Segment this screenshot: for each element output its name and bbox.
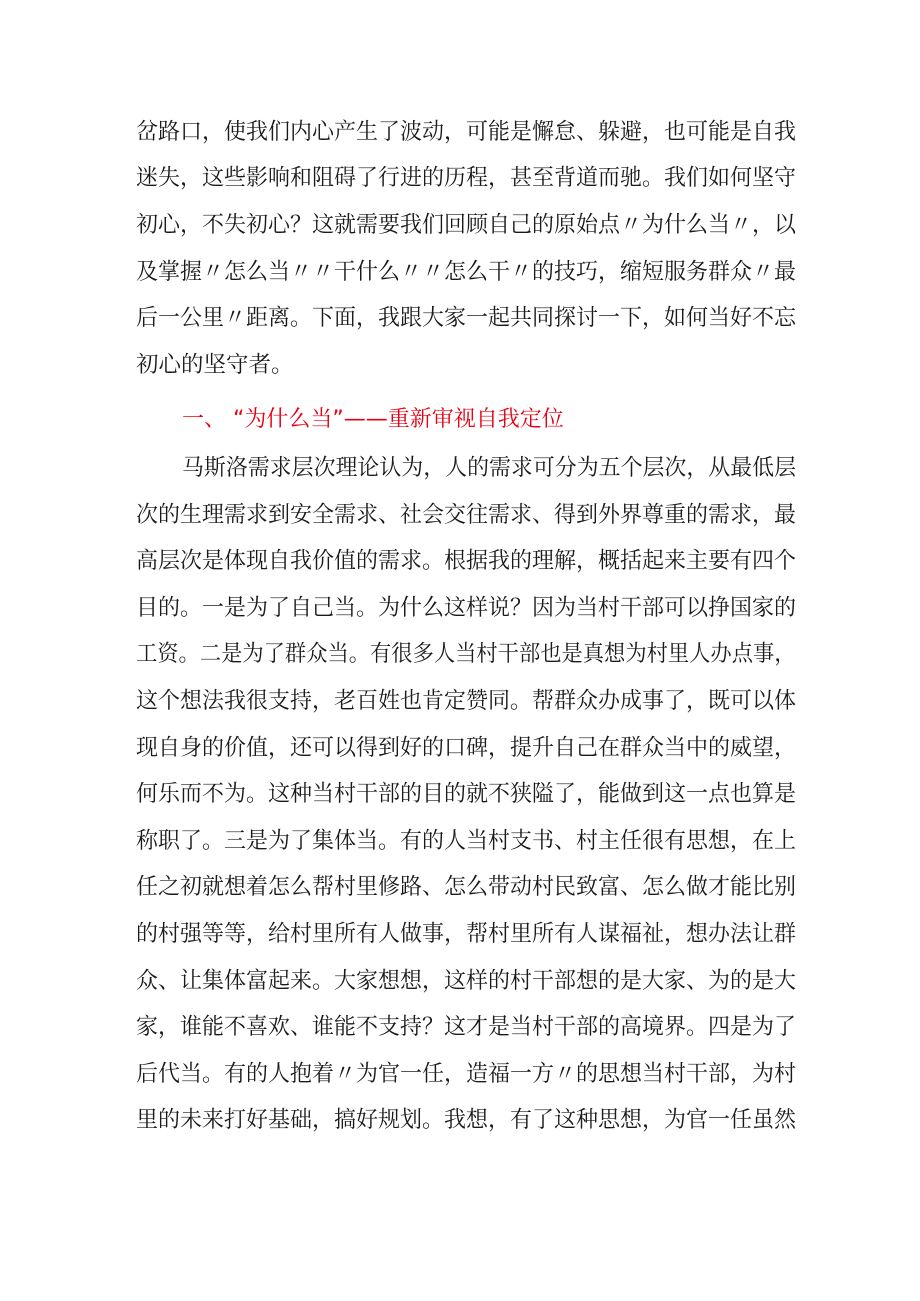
paragraph-line: 及掌握〃怎么当〃〃干什么〃〃怎么干〃的技巧，缩短服务群众〃最 xyxy=(136,259,797,285)
paragraph-line: 马斯洛需求层次理论认为，人的需求可分为五个层次，从最低层 xyxy=(182,455,797,481)
paragraph-line: 高层次是体现自我价值的需求。根据我的理解，概括起来主要有四个 xyxy=(136,548,797,574)
paragraph-line: 称职了。三是为了集体当。有的人当村支书、村主任很有思想，在上 xyxy=(136,828,797,854)
paragraph-line: 的村强等等，给村里所有人做事，帮村里所有人谋福祉，想办法让群 xyxy=(136,921,797,947)
paragraph-line: 这个想法我很支持，老百姓也肯定赞同。帮群众办成事了，既可以体 xyxy=(136,688,797,714)
paragraph-line: 工资。二是为了群众当。有很多人当村干部也是真想为村里人办点事， xyxy=(136,641,796,667)
paragraph-line: 目的。一是为了自己当。为什么这样说？因为当村干部可以挣国家的 xyxy=(136,595,797,621)
paragraph-line: 任之初就想着怎么帮村里修路、怎么带动村民致富、怎么做才能比别 xyxy=(136,874,797,900)
paragraph-line: 后一公里〃距离。下面，我跟大家一起共同探讨一下，如何当好不忘 xyxy=(136,305,797,331)
section-heading: 一、 “为什么当”——重新审视自我定位 xyxy=(182,407,564,432)
paragraph-line: 岔路口，使我们内心产生了波动，可能是懈怠、躲避，也可能是自我 xyxy=(136,119,797,145)
paragraph-line: 里的未来打好基础，搞好规划。我想，有了这种思想，为官一任虽然 xyxy=(136,1107,797,1133)
paragraph-line: 家，谁能不喜欢、谁能不支持？这才是当村干部的高境界。四是为了 xyxy=(136,1014,797,1040)
paragraph-line: 何乐而不为。这种当村干部的目的就不狭隘了，能做到这一点也算是 xyxy=(136,781,797,807)
paragraph-line: 迷失，这些影响和阻碍了行进的历程，甚至背道而驰。我们如何坚守 xyxy=(136,165,797,191)
paragraph-line: 初心，不失初心？这就需要我们回顾自己的原始点〃为什么当〃，以 xyxy=(136,212,797,238)
paragraph-line: 现自身的价值，还可以得到好的口碑，提升自己在群众当中的威望， xyxy=(136,735,797,761)
paragraph-line: 后代当。有的人抱着〃为官一任，造福一方〃的思想当村干部，为村 xyxy=(136,1061,797,1087)
paragraph-line: 众、让集体富起来。大家想想，这样的村干部想的是大家、为的是大 xyxy=(136,968,797,994)
paragraph-line: 初心的坚守者。 xyxy=(136,352,294,378)
paragraph-line: 次的生理需求到安全需求、社会交往需求、得到外界尊重的需求，最 xyxy=(136,502,797,528)
